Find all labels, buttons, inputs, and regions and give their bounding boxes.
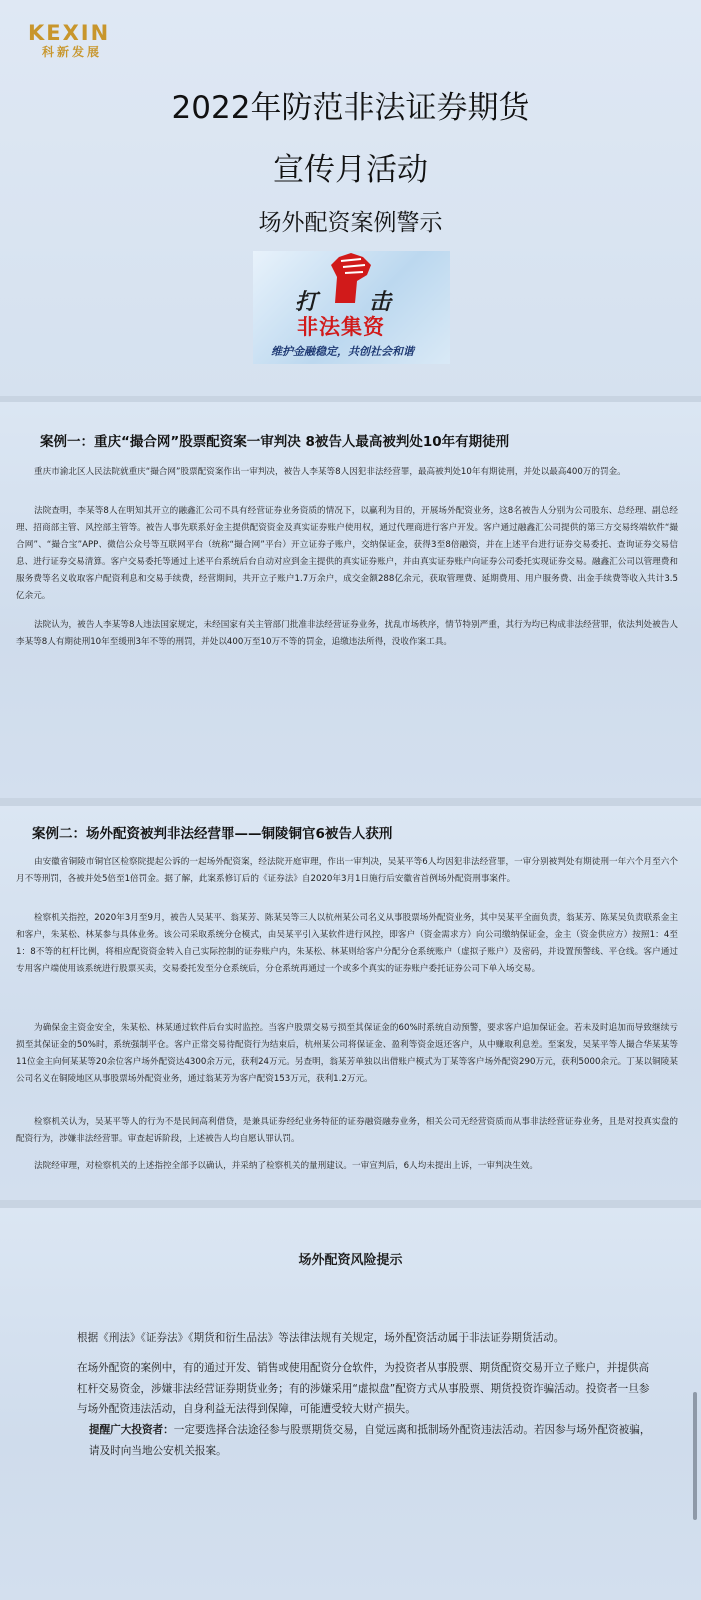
divider [0, 1200, 701, 1208]
page-subtitle: 场外配资案例警示 [258, 210, 443, 236]
risk-paragraph-2: 在场外配资的案例中，有的通过开发、销售或使用配资分仓软件，为投资者从事股票、期货配资交易开立子账户，并提供高杠杆交易资金，涉嫌非法经营证券期货业务；有的涉嫌采用“虚拟盘”配资方式从事股票、期货投资诈骗活动。投资者一旦参与场外配资违法活动，自身利益无法得到保障，可能遭受较大财产损失。 [77, 1362, 650, 1415]
header-panel [0, 0, 701, 396]
fist-icon [317, 251, 377, 303]
case1-paragraph-2: 法院查明，李某等8人在明知其开立的融鑫汇公司不具有经营证券业务资质的情况下，以赢利为目的，开展场外配资业务，这8名被告人分别为公司股东、总经理、副总经理、招商部主管、风控部主管等。被告人事先联系好金主提供配资资金及真实证券账户使用权，通过代理商进行客户开发。客户通过融鑫汇公司提供的第三方交易终端软件“撮合网”、“撮合宝”APP、微信公众号等互联网平台（统称“撮合网”平台）开立证券子账户，交纳保证金，获得3至8倍融资，并在上述平台进行证券交易委托、查询证券交易信息、进行证券交易清算。客户交易委托等通过上述平台系统后台自动对应到金主提供的真实证券账户，并由真实证券账户向证券公司委托实现证券交易。融鑫汇公司以管理费和服务费等名义收取客户配资利息和交易手续费，经营期间，共开立子账户1.7万余户，成交金额288亿余元，获取管理费、延期费用、用户服务费、出金手续费等收入共计3.5亿余元。 [16, 506, 678, 601]
case2-title: 案例二：场外配资被判非法经营罪——铜陵铜官6被告人获刑 [32, 826, 393, 842]
risk-reminder-lead: 提醒广大投资者： [89, 1424, 174, 1436]
case2-paragraph-5: 法院经审理，对检察机关的上述指控全部予以确认，并采纳了检察机关的量刑建议。一审宣判后，6人均未提出上诉，一审判决生效。 [34, 1161, 538, 1171]
page-title-line1: 2022年防范非法证券期货 [171, 90, 530, 126]
case1-title: 案例一：重庆“撮合网”股票配资案一审判决 8被告人最高被判处10年有期徒刑 [40, 434, 510, 450]
case2-panel [0, 806, 701, 1200]
risk-panel [0, 1208, 701, 1600]
case2-paragraph-2: 检察机关指控，2020年3月至9月，被告人吴某平、翁某芳、陈某吴等三人以杭州某公司名义从事股票场外配资业务，其中吴某平全面负责，翁某芳、陈某吴负责联系金主和客户，朱某松、林某参与具体业务。该公司采取系统分仓模式，由吴某平引入某软件进行风控，即客户（资金需求方）向公司缴纳保证金，金主（资金供应方）按照1：4至1：8不等的杠杆比例，将相应配资资金转入自己实际控制的证券账户内，朱某松、林某则给客户分配分仓系统账户（虚拟子账户）及密码，并设置预警线、平仓线。客户通过专用客户端使用该系统进行股票买卖，交易委托发至分仓系统后，分仓系统再通过一个或多个真实的证券账户委托证券公司下单入场交易。 [16, 913, 678, 974]
risk-paragraph-1: 根据《刑法》《证券法》《期货和衍生品法》等法律法规有关规定，场外配资活动属于非法证券期货活动。 [77, 1332, 565, 1344]
case2-paragraph-4: 检察机关认为，吴某平等人的行为不是民间高利借贷，是兼具证券经纪业务特征的证券融资融券业务，相关公司无经营资质而从事非法经营证券业务，且是对投真实盘的配资行为，涉嫌非法经营罪。审查起诉阶段，上述被告人均自愿认罪认罚。 [16, 1117, 678, 1144]
banner-main-text: 非法集资 [297, 315, 385, 339]
case2-paragraph-3: 为确保金主资金安全，朱某松、林某通过软件后台实时监控。当客户股票交易亏损至其保证金的60%时系统自动预警，要求客户追加保证金。若未及时追加而导致继续亏损至其保证金的50%时，系统强制平仓。客户正常交易待配资行为结束后，杭州某公司将保证金、盈利等资金返还客户，从中赚取利息差。至案发，吴某平等人撮合华某某等11位金主向何某某等20余位客户场外配资达4300余万元，获利24万元。另查明，翁某芳单独以出借账户模式为丁某等客户场外配资290万元，获利5000余元。丁某以铜陵某公司名义在铜陵地区从事股票场外配资业务，通过翁某芳为客户配资153万元，获利1.2万元。 [16, 1023, 678, 1084]
risk-paragraph-3 [89, 1420, 651, 1461]
case1-paragraph-3: 法院认为，被告人李某等8人违法国家规定，未经国家有关主管部门批准非法经营证券业务，扰乱市场秩序，情节特别严重，其行为均已构成非法经营罪，依法判处被告人李某等8人有期徒刑10年至缓刑3年不等的刑罚，并处以400万至10万不等的罚金，追缴违法所得，没收作案工具。 [16, 620, 678, 647]
risk-title: 场外配资风险提示 [298, 1253, 403, 1268]
case1-panel [0, 402, 701, 798]
case2-paragraph-1: 由安徽省铜陵市铜官区检察院提起公诉的一起场外配资案，经法院开庭审理，作出一审判决，吴某平等6人均因犯非法经营罪，一审分别被判处有期徒刑一年六个月至六个月不等刑罚，各被并处5倍至1倍罚金。据了解，此案系修订后的《证券法》自2020年3月1日施行后安徽省首例场外配资刑事案件。 [16, 857, 678, 884]
logo-cn: 科新发展 [42, 45, 103, 59]
risk-reminder-text: 一定要选择合法途径参与股票期货交易，自觉远离和抵制场外配资违法活动。若因参与场外配资被骗，请及时向当地公安机关报案。 [89, 1424, 651, 1457]
anti-illegal-fundraising-banner [253, 251, 450, 364]
page-title-line2: 宣传月活动 [273, 152, 428, 188]
case1-paragraph-1: 重庆市渝北区人民法院就重庆“撮合网”股票配资案作出一审判决，被告人李某等8人因犯非法经营罪，最高被判处10年有期徒刑，并处以最高400万的罚金。 [34, 467, 626, 477]
logo-en: KEXIN [28, 21, 111, 45]
banner-word-da: 打 [295, 290, 318, 315]
company-logo [28, 22, 138, 60]
banner-word-ji: 击 [369, 290, 392, 315]
divider [0, 798, 701, 806]
scrollbar[interactable] [693, 1392, 697, 1520]
banner-slogan: 维护金融稳定，共创社会和谐 [271, 345, 414, 358]
